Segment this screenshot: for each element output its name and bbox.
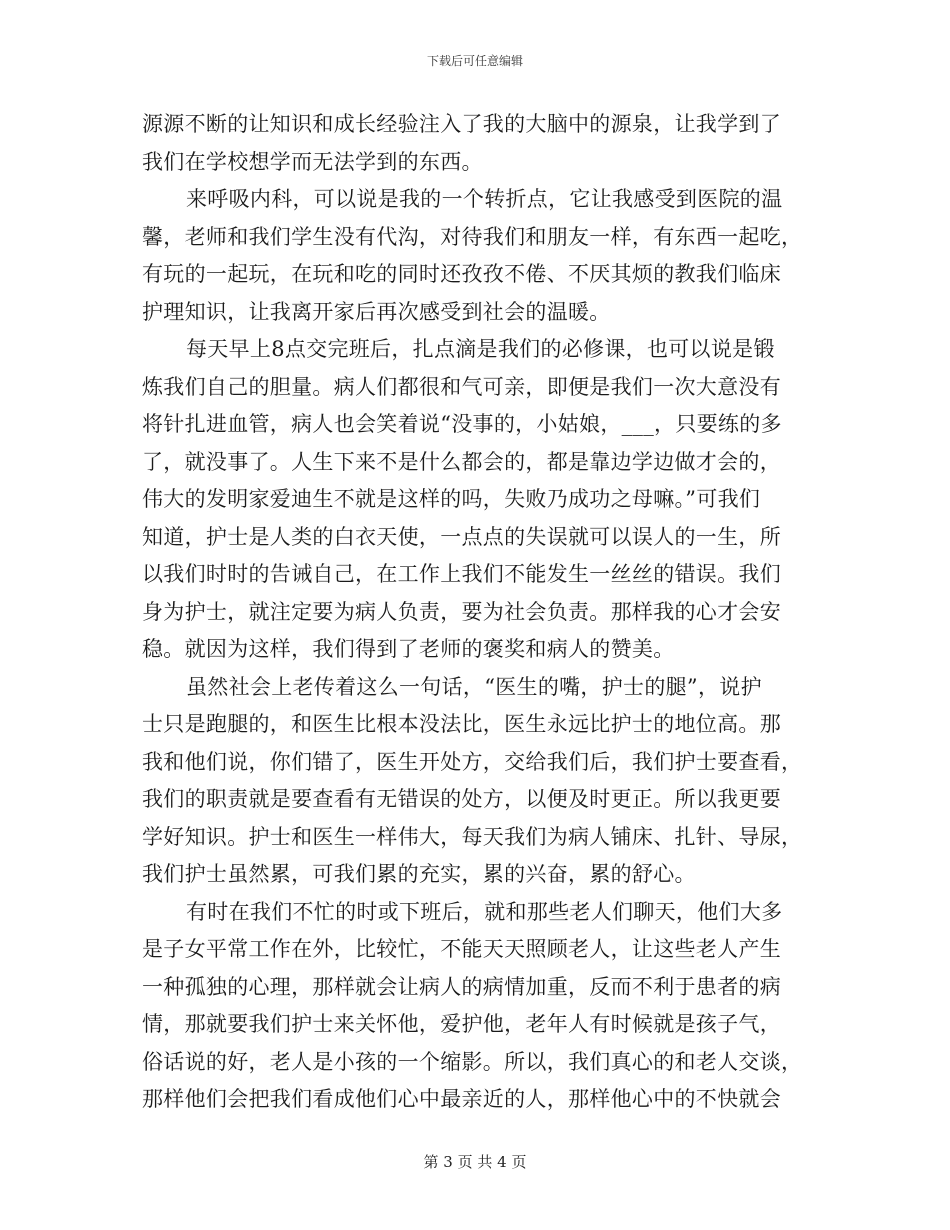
body-line: 我们的职责就是要查看有无错误的处方，以便及时更正。所以我更要 bbox=[142, 787, 781, 811]
body-line: 我们在学校想学而无法学到的东西。 bbox=[142, 149, 483, 174]
body-line: 士只是跑腿的，和医生比根本没法比，医生永远比护士的地位高。那 bbox=[142, 712, 781, 736]
body-line: 我们护士虽然累，可我们累的充实，累的兴奋，累的舒心。 bbox=[142, 862, 696, 886]
body-line: 源源不断的让知识和成长经验注入了我的大脑中的源泉，让我学到了 bbox=[142, 112, 781, 136]
document-body bbox=[142, 106, 812, 1119]
body-line: 有玩的一起玩，在玩和吃的同时还孜孜不倦、不厌其烦的教我们临床 bbox=[142, 262, 781, 286]
body-line: 知道，护士是人类的白衣天使，一点点的失误就可以误人的一生，所 bbox=[142, 524, 781, 549]
page-header: 下载后可任意编辑 bbox=[426, 54, 523, 68]
body-line: 是子女平常工作在外，比较忙，不能天天照顾老人，让这些老人产生 bbox=[142, 937, 781, 961]
body-line: 身为护士，就注定要为病人负责，要为社会负责。那样我的心才会安 bbox=[142, 599, 781, 624]
body-line: 以我们时时的告诫自己，在工作上我们不能发生一丝丝的错误。我们 bbox=[142, 562, 781, 586]
body-line: 情，那就要我们护士来关怀他，爱护他，老年人有时候就是孩子气， bbox=[142, 1012, 781, 1036]
body-line: 伟大的发明家爱迪生不就是这样的吗，失败乃成功之母嘛。”可我们 bbox=[142, 487, 761, 511]
paragraph-start-line: 来呼吸内科，可以说是我的一个转折点，它让我感受到医院的温 bbox=[186, 187, 783, 211]
paragraph-start-line: 虽然社会上老传着这么一句话，“医生的嘴，护士的腿”，说护 bbox=[186, 674, 762, 699]
body-line: 俗话说的好，老人是小孩的一个缩影。所以，我们真心的和老人交谈， bbox=[142, 1049, 803, 1074]
body-line: 了，就没事了。人生下来不是什么都会的，都是靠边学边做才会的， bbox=[142, 449, 781, 474]
body-line: 炼我们自己的胆量。病人们都很和气可亲，即便是我们一次大意没有 bbox=[142, 374, 781, 399]
page-number-footer: 第 3 页 共 4 页 bbox=[423, 1153, 527, 1171]
paragraph-start-line: 每天早上8点交完班后，扎点滴是我们的必修课，也可以说是锻 bbox=[186, 337, 775, 361]
paragraph-start-line: 有时在我们不忙的时或下班后，就和那些老人们聊天，他们大多 bbox=[186, 899, 783, 924]
body-line: 我和他们说，你们错了，医生开处方，交给我们后，我们护士要查看， bbox=[142, 749, 803, 774]
body-line: 将针扎进血管，病人也会笑着说“没事的，小姑娘，___，只要练的多 bbox=[142, 412, 782, 436]
body-line: 护理知识，让我离开家后再次感受到社会的温暖。 bbox=[142, 299, 611, 324]
body-line: 学好知识。护士和医生一样伟大，每天我们为病人铺床、扎针、导尿， bbox=[142, 824, 803, 849]
body-line: 那样他们会把我们看成他们心中最亲近的人，那样他心中的不快就会 bbox=[142, 1087, 781, 1111]
body-line: 一种孤独的心理，那样就会让病人的病情加重，反而不利于患者的病 bbox=[142, 974, 781, 999]
body-line: 稳。就因为这样，我们得到了老师的褒奖和病人的赞美。 bbox=[142, 637, 675, 661]
body-line: 馨，老师和我们学生没有代沟，对待我们和朋友一样，有东西一起吃， bbox=[142, 224, 803, 249]
